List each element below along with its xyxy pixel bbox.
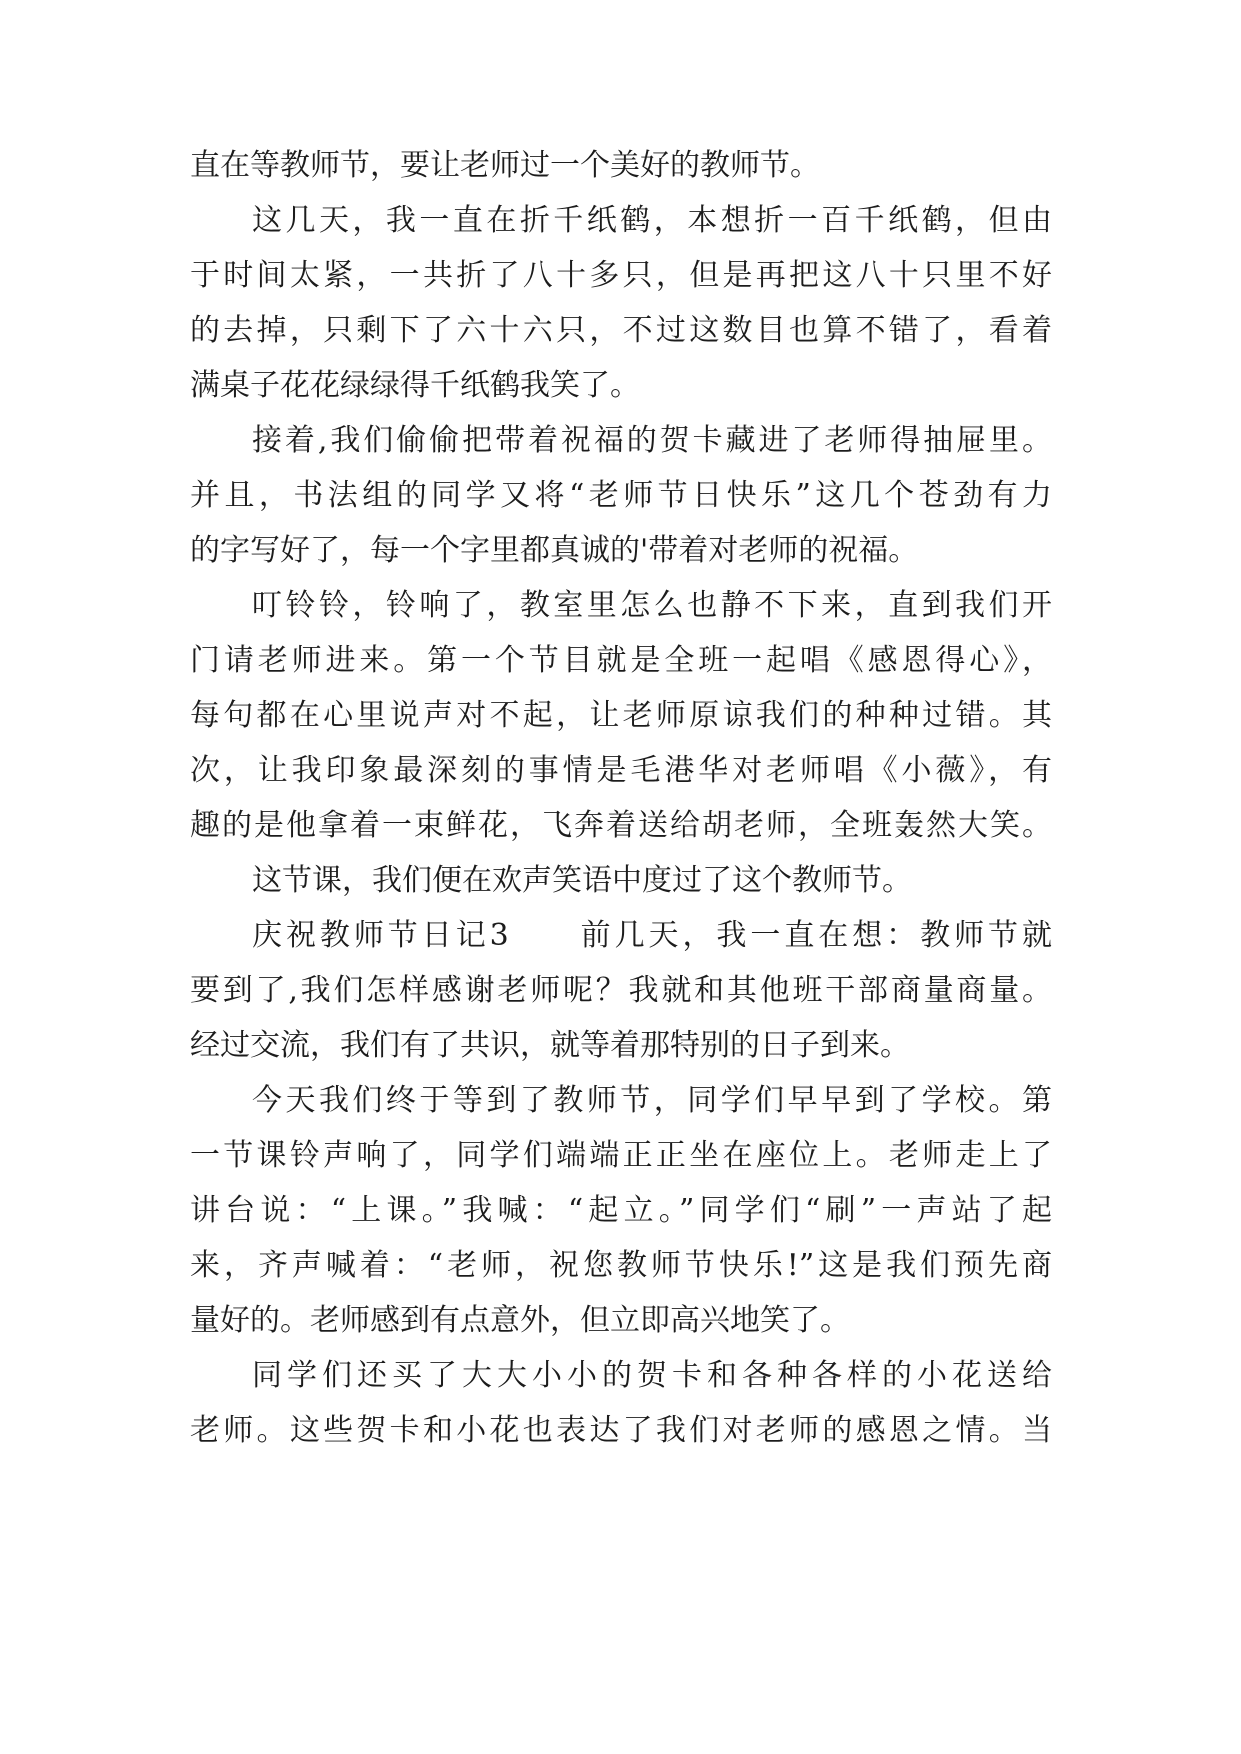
text-line: 要到了,我们怎样感谢老师呢？我就和其他班干部商量商量。 <box>190 973 1052 1008</box>
text-line: 的字写好了，每一个字里都真诚的'带着对老师的祝福。 <box>190 533 919 568</box>
text-line: 这几天，我一直在折千纸鹤，本想折一百千纸鹤，但由 <box>252 203 1052 238</box>
text-line: 接着,我们偷偷把带着祝福的贺卡藏进了老师得抽屉里。 <box>252 423 1052 458</box>
paragraph <box>190 413 1052 578</box>
text-line: 每句都在心里说声对不起，让老师原谅我们的种种过错。其 <box>190 698 1052 733</box>
text-line: 今天我们终于等到了教师节，同学们早早到了学校。第 <box>252 1083 1052 1118</box>
text-line: 门请老师进来。第一个节目就是全班一起唱《感恩得心》， <box>190 643 1052 678</box>
paragraph <box>190 908 1052 1073</box>
text-line: 经过交流，我们有了共识，就等着那特别的日子到来。 <box>190 1028 910 1063</box>
text-line: 于时间太紧，一共折了八十多只，但是再把这八十只里不好 <box>190 258 1052 293</box>
text-line: 趣的是他拿着一束鲜花，飞奔着送给胡老师，全班轰然大笑。 <box>190 808 1052 843</box>
text-line: 一节课铃声响了，同学们端端正正坐在座位上。老师走上了 <box>190 1138 1052 1173</box>
paragraph <box>190 578 1052 853</box>
paragraph <box>190 193 1052 413</box>
text-line: 量好的。老师感到有点意外，但立即高兴地笑了。 <box>190 1303 850 1338</box>
text-line: 满桌子花花绿绿得千纸鹤我笑了。 <box>190 368 640 403</box>
body-text <box>190 138 1052 1458</box>
paragraph <box>190 1073 1052 1348</box>
paragraph <box>190 853 1052 908</box>
text-line: 老师。这些贺卡和小花也表达了我们对老师的感恩之情。当 <box>190 1413 1052 1448</box>
paragraph <box>190 138 1052 193</box>
text-line: 直在等教师节，要让老师过一个美好的教师节。 <box>190 148 820 183</box>
text-line: 次，让我印象最深刻的事情是毛港华对老师唱《小薇》，有 <box>190 753 1052 788</box>
text-line: 讲台说：“上课。”我喊：“起立。”同学们“刷”一声站了起 <box>190 1193 1052 1228</box>
text-line: 庆祝教师节日记3 前几天，我一直在想：教师节就 <box>252 918 1052 953</box>
text-line: 叮铃铃，铃响了，教室里怎么也静不下来，直到我们开 <box>252 588 1052 623</box>
paragraph <box>190 1348 1052 1458</box>
text-line: 的去掉，只剩下了六十六只，不过这数目也算不错了，看着 <box>190 313 1052 348</box>
text-line: 这节课，我们便在欢声笑语中度过了这个教师节。 <box>252 863 912 898</box>
text-line: 同学们还买了大大小小的贺卡和各种各样的小花送给 <box>252 1358 1052 1393</box>
text-line: 来，齐声喊着：“老师，祝您教师节快乐!”这是我们预先商 <box>190 1248 1052 1283</box>
text-line: 并且，书法组的同学又将“老师节日快乐”这几个苍劲有力 <box>190 478 1052 513</box>
